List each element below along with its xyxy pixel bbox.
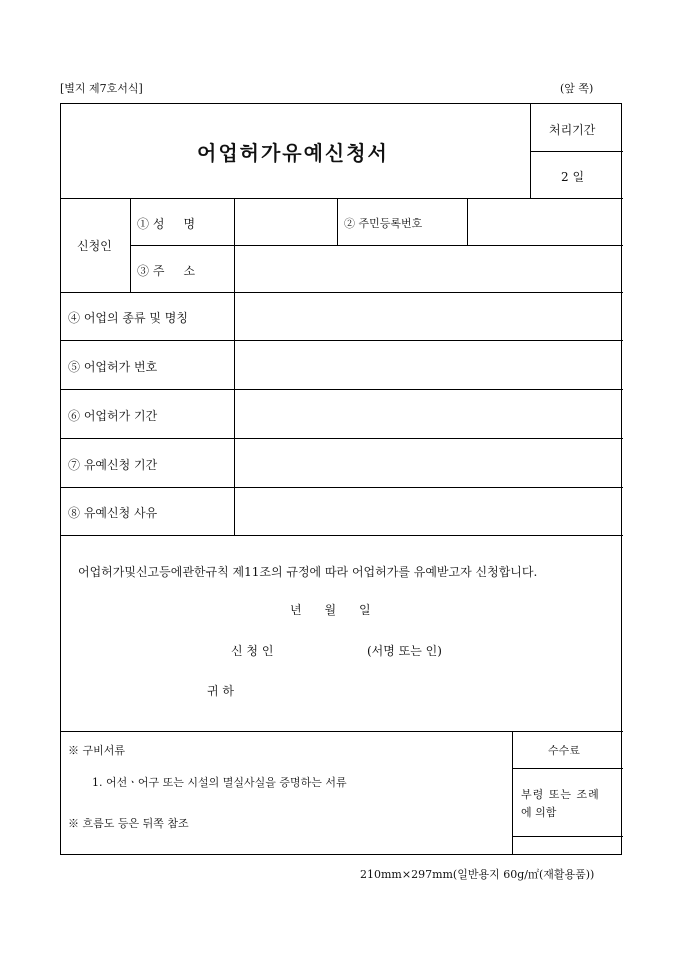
applicant-label: 신청인 (77, 239, 112, 253)
address-label: ③ 주 소 (137, 264, 196, 278)
statement-text: 어업허가및신고등에관한규칙 제11조의 규정에 따라 어업허가를 유예받고자 신청합니다. (78, 565, 538, 579)
processing-value: 2 일 (561, 170, 585, 184)
signature-field[interactable] (291, 638, 361, 658)
license-period-field[interactable] (235, 390, 623, 438)
recipient-label: 귀 하 (207, 684, 234, 698)
required-doc-item: 1. 어선ㆍ어구 또는 시설의 멸실사실을 증명하는 서류 (92, 776, 347, 789)
fishery-type-field[interactable] (235, 293, 623, 340)
fee-value-cont: 에 의함 (521, 806, 557, 819)
fee-value: 부령 또는 조례 (521, 788, 600, 801)
signature-hint: (서명 또는 인) (367, 644, 442, 658)
divider (530, 104, 531, 198)
divider (130, 198, 131, 292)
deferral-reason-label: ⑧ 유예신청 사유 (68, 506, 158, 520)
divider (512, 768, 623, 769)
form-number: [별지 제7호서식] (60, 82, 143, 95)
id-number-field[interactable] (468, 199, 623, 245)
application-form (60, 103, 622, 855)
deferral-period-label: ⑦ 유예신청 기간 (68, 458, 158, 472)
form-title: 어업허가유예신청서 (197, 141, 389, 165)
license-number-label: ⑤ 어업허가 번호 (68, 360, 158, 374)
address-field[interactable] (235, 246, 623, 292)
name-label: ① 성 명 (137, 217, 196, 231)
paper-spec: 210mm×297mm(일반용지 60g/㎡(재활용품)) (360, 868, 595, 881)
required-docs-title: ※ 구비서류 (68, 744, 126, 757)
name-field[interactable] (235, 199, 337, 245)
divider (61, 731, 623, 732)
applicant-sign-label: 신 청 인 (231, 644, 274, 658)
deferral-period-field[interactable] (235, 439, 623, 487)
deferral-reason-field[interactable] (235, 488, 623, 535)
fee-label: 수수료 (548, 744, 580, 757)
date-line: 년 월 일 (290, 603, 371, 617)
flowchart-note: ※ 흐름도 등은 뒤쪽 참조 (68, 817, 189, 830)
page-side: (앞 쪽) (560, 82, 594, 95)
processing-label: 처리기간 (549, 123, 596, 137)
divider (512, 836, 623, 837)
license-period-label: ⑥ 어업허가 기간 (68, 409, 158, 423)
id-number-label: ② 주민등록번호 (344, 217, 423, 230)
fishery-type-label: ④ 어업의 종류 및 명칭 (68, 311, 188, 325)
divider (61, 535, 623, 536)
divider (337, 198, 338, 245)
divider (512, 731, 513, 855)
divider (530, 151, 623, 152)
license-number-field[interactable] (235, 341, 623, 389)
